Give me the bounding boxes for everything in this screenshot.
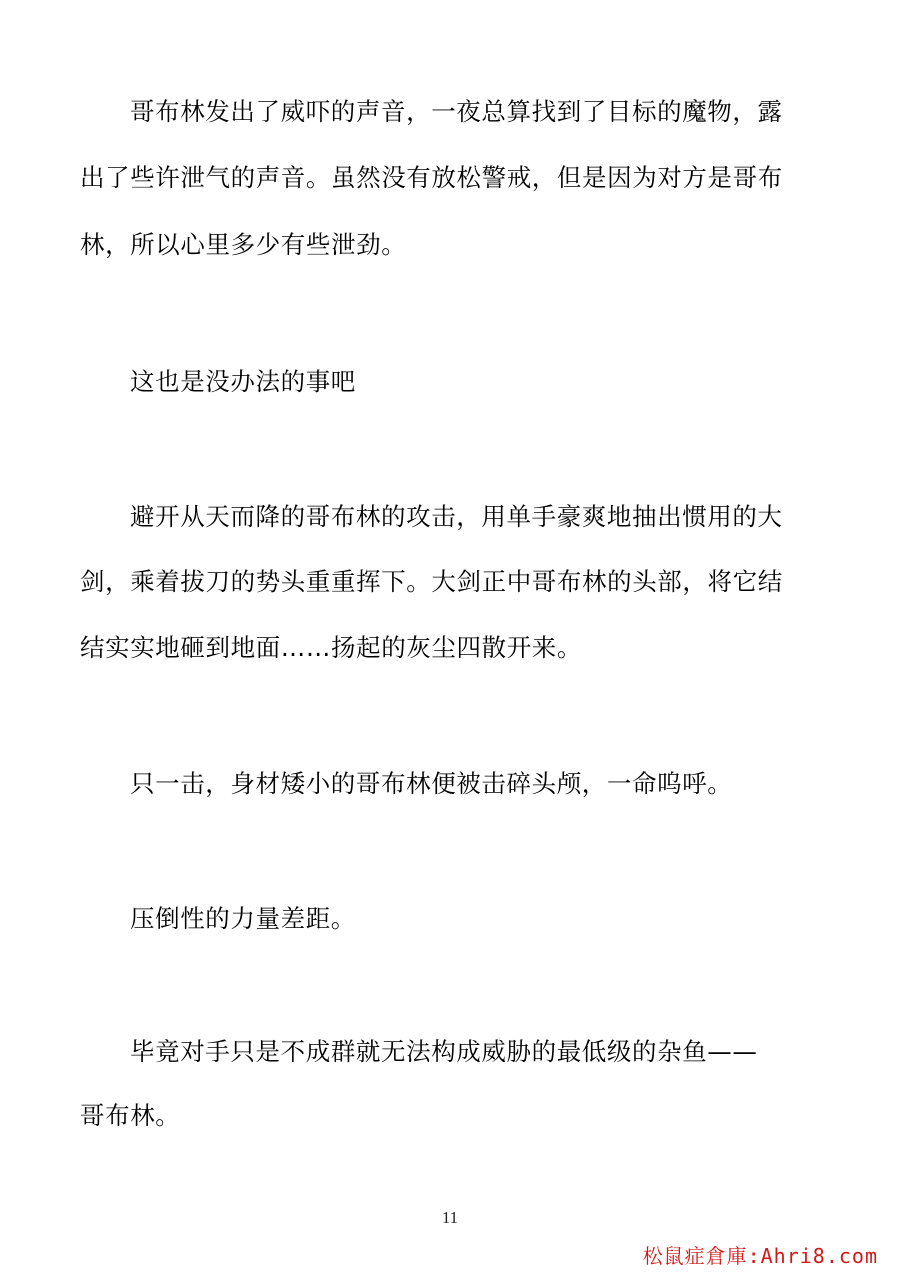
paragraph-1-line-2: 出了些许泄气的声音。虽然没有放松警戒，但是因为对方是哥布 — [80, 163, 783, 192]
paragraph-6-line-2: 哥布林。 — [80, 1101, 181, 1130]
page-number: 11 — [441, 1208, 459, 1227]
paragraph-3-line-1: 避开从天而降的哥布林的攻击，用单手豪爽地抽出惯用的大 — [130, 502, 783, 531]
paragraph-4-line-1: 只一击，身材矮小的哥布林便被击碎头颅，一命呜呼。 — [130, 769, 733, 798]
paragraph-2-line-1: 这也是没办法的事吧 — [130, 367, 356, 396]
paragraph-1-line-1: 哥布林发出了威吓的声音，一夜总算找到了目标的魔物，露 — [130, 97, 783, 126]
paragraph-3-line-2: 剑，乘着拔刀的势头重重挥下。大剑正中哥布林的头部，将它结 — [80, 567, 783, 596]
watermark-text: 松鼠症倉庫:Ahri8.com — [642, 1244, 878, 1268]
paragraph-6-line-1: 毕竟对手只是不成群就无法构成威胁的最低级的杂鱼—— — [130, 1037, 758, 1066]
paragraph-5-line-1: 压倒性的力量差距。 — [130, 904, 356, 933]
paragraph-3-line-3: 结实实地砸到地面……扬起的灰尘四散开来。 — [80, 633, 582, 662]
paragraph-1-line-3: 林，所以心里多少有些泄劲。 — [80, 230, 407, 259]
